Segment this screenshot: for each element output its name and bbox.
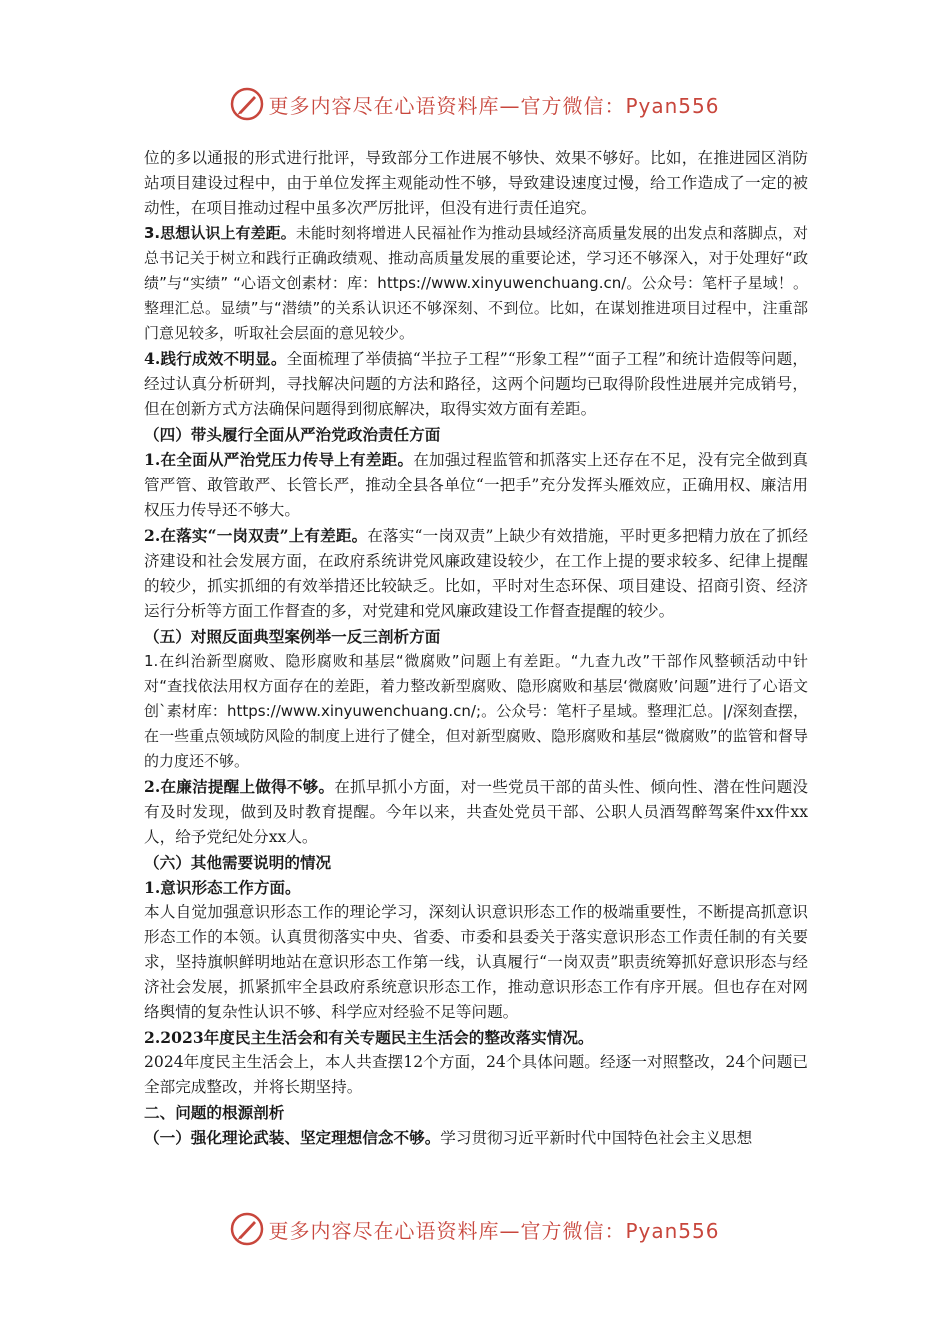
section-heading: （五）对照反面典型案例举一反三剖析方面	[144, 627, 441, 646]
paragraph-body: 未能时刻将增进人民福祉作为推动县域经济高质量发展的出发点和落脚点，对总书记关于树立和践行正确政绩观、推动高质量发展的重要论述，学习还不够深入，对于处理好“政绩”与“实绩” “心语文创素材：库：https://www.xinyuwenchuang.cn/。公众号：笔杆子星域！。整理汇总。显绩”与“潜绩”的关系认识还不够深刻、不到位。比如，在谋划推进项目过程中，注重部门意见较多，听取社会层面的意见较少。	[144, 224, 808, 342]
paragraph-lead: 2.在廉洁提醒上做得不够。	[144, 777, 335, 796]
paragraph-lead: （一）强化理论武装、坚定理想信念不够。	[144, 1128, 441, 1147]
quill-logo-icon	[230, 87, 264, 121]
paragraph	[144, 221, 808, 346]
paragraph-lead: 4.践行成效不明显。	[144, 349, 287, 368]
paragraph-lead: 1.在全面从严治党压力传导上有差距。	[144, 450, 414, 469]
banner-text: 更多内容尽在心语资料库—官方微信：Pyan556	[268, 1218, 720, 1243]
paragraph-lead: 3.思想认识上有差距。	[144, 224, 296, 242]
paragraph	[144, 346, 808, 422]
paragraph-lead: 2.在落实“一岗双责”上有差距。	[144, 526, 368, 545]
quill-logo-icon	[230, 1212, 264, 1246]
paragraph-body: 在落实“一岗双责”上缺少有效措施，平时更多把精力放在了抓经济建设和社会发展方面，在政府系统讲党风廉政建设较少，在工作上提的要求较多、纪律上提醒的较少，抓实抓细的有效举措还比较缺乏。比如，平时对生态环保、项目建设、招商引资、经济运行分析等方面工作督查的多，对党建和党风廉政建设工作督查提醒的较少。	[144, 527, 808, 620]
paragraph-body: 全面梳理了举债搞“半拉子工程”“形象工程”“面子工程”和统计造假等问题，经过认真分析研判，寻找解决问题的方法和路径，这两个问题均已取得阶段性进展并完成销号，但在创新方式方法确保问题得到彻底解决，取得实效方面有差距。	[144, 350, 808, 418]
paragraph	[144, 1125, 808, 1151]
paragraph: 2024年度民主生活会上，本人共查摆12个方面，24个具体问题。经逐一对照整改，24个问题已全部完成整改，并将长期坚持。	[144, 1053, 808, 1096]
paragraph	[144, 774, 808, 850]
paragraph: 1.在纠治新型腐败、隐形腐败和基层“微腐败”问题上有差距。“九查九改”干部作风整顿活动中针对“查找依法用权方面存在的差距，着力整改新型腐败、隐形腐败和基层‘微腐败’问题”进行了心语文创`素材库：https://www.xinyuwenchuang.cn/;。公众号：笔杆子星域。整理汇总。|/深刻查摆，在一些重点领域防风险的制度上进行了健全，但对新型腐败、隐形腐败和基层“微腐败”的监管和督导的力度还不够。	[144, 652, 808, 770]
footer-banner	[0, 1209, 950, 1249]
subsection-heading: 1.意识形态工作方面。	[144, 878, 301, 897]
paragraph	[144, 523, 808, 624]
paragraph-body: 学习贯彻习近平新时代中国特色社会主义思想	[440, 1129, 753, 1147]
header-banner	[0, 84, 950, 124]
document-body	[144, 146, 808, 1151]
paragraph: 位的多以通报的形式进行批评，导致部分工作进展不够快、效果不够好。比如，在推进园区消防站项目建设过程中，由于单位发挥主观能动性不够，导致建设速度过慢，给工作造成了一定的被动性，在项目推动过程中虽多次严厉批评，但没有进行责任追究。	[144, 149, 808, 217]
section-heading: （六）其他需要说明的情况	[144, 853, 332, 872]
paragraph: 本人自觉加强意识形态工作的理论学习，深刻认识意识形态工作的极端重要性，不断提高抓意识形态工作的本领。认真贯彻落实中央、省委、市委和县委关于落实意识形态工作责任制的有关要求，坚持旗帜鲜明地站在意识形态工作第一线，认真履行“一岗双责”职责统筹抓好意识形态与经济社会发展，抓紧抓牢全县政府系统意识形态工作，推动意识形态工作有序开展。但也存在对网络舆情的复杂性认识不够、科学应对经验不足等问题。	[144, 903, 808, 1021]
paragraph-body: 在加强过程监管和抓落实上还存在不足，没有完全做到真管严管、敢管敢严、长管长严，推动全县各单位“一把手”充分发挥头雁效应，正确用权、廉洁用权压力传导还不够大。	[144, 451, 808, 519]
subsection-heading: 2.2023年度民主生活会和有关专题民主生活会的整改落实情况。	[144, 1028, 594, 1047]
section-heading: （四）带头履行全面从严治党政治责任方面	[144, 425, 441, 444]
paragraph-body: 在抓早抓小方面，对一些党员干部的苗头性、倾向性、潜在性问题没有及时发现，做到及时教育提醒。今年以来，共查处党员干部、公职人员酒驾醉驾案件xx件xx人，给予党纪处分xx人。	[144, 778, 808, 846]
paragraph	[144, 447, 808, 523]
section-heading: 二、问题的根源剖析	[144, 1103, 285, 1122]
banner-text: 更多内容尽在心语资料库—官方微信：Pyan556	[268, 93, 720, 118]
